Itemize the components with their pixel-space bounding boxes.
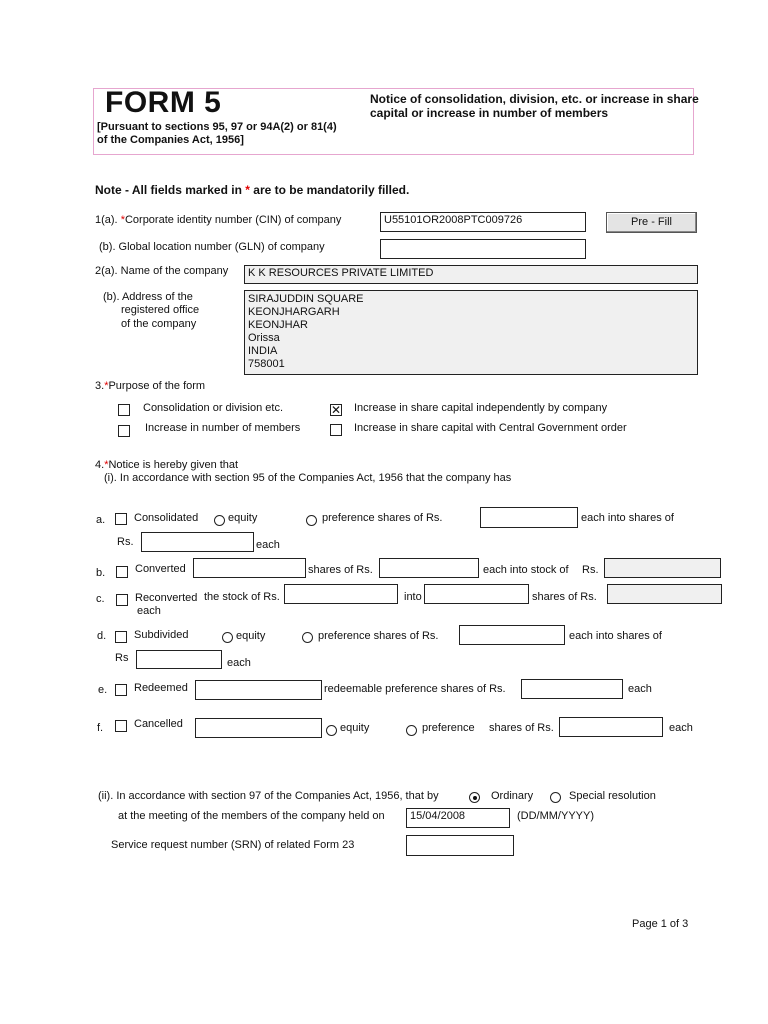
cancelled-label: Cancelled xyxy=(134,718,183,730)
ordinary-resolution-radio[interactable] xyxy=(469,792,480,803)
converted-each-into-stock-label: each into stock of xyxy=(483,564,569,576)
meeting-date-input[interactable]: 15/04/2008 xyxy=(406,808,510,828)
subdivided-preference-label: preference shares of Rs. xyxy=(318,630,439,642)
converted-rs-label: Rs. xyxy=(582,564,599,576)
redeemed-input[interactable] xyxy=(195,680,322,700)
consolidation-checkbox[interactable] xyxy=(118,404,130,416)
converted-checkbox[interactable] xyxy=(116,566,128,578)
converted-input-1[interactable] xyxy=(193,558,306,578)
pursuant-text: [Pursuant to sections 95, 97 or 94A(2) or 81(4) of the Companies Act, 1956] xyxy=(97,121,337,146)
subdivided-preference-radio[interactable] xyxy=(302,632,313,643)
subdivided-rs-label: Rs xyxy=(115,652,129,664)
item-d-letter: d. xyxy=(97,630,107,642)
gln-input[interactable] xyxy=(380,239,586,259)
prefill-button[interactable]: Pre - Fill xyxy=(606,212,697,233)
address-label-1: (b). Address of the xyxy=(103,291,193,303)
increase-independent-checkbox[interactable]: ✕ xyxy=(331,403,342,417)
special-resolution-label: Special resolution xyxy=(569,790,656,802)
cancelled-shares-of-label: shares of Rs. xyxy=(489,722,554,734)
consolidated-preference-label: preference shares of Rs. xyxy=(322,512,443,524)
cancelled-preference-label: preference xyxy=(422,722,475,734)
subdivided-each-into-label: each into shares of xyxy=(569,630,662,642)
converted-shares-of-label: shares of Rs. xyxy=(308,564,373,576)
redeemed-each-label: each xyxy=(628,683,652,695)
reconverted-each-label: each xyxy=(137,605,161,617)
subdivided-label: Subdivided xyxy=(134,629,189,641)
increase-members-label: Increase in number of members xyxy=(145,422,301,434)
form-description: Notice of consolidation, division, etc. or increase in share capital or increase in number of members xyxy=(370,92,699,120)
reconverted-stock-of-label: the stock of Rs. xyxy=(204,591,280,603)
converted-stock-input[interactable] xyxy=(604,558,721,578)
subdivided-rs-input-1[interactable] xyxy=(459,625,565,645)
increase-central-checkbox[interactable] xyxy=(330,424,342,436)
notice-label: 4.*Notice is hereby given that xyxy=(95,459,239,471)
redeemed-label: Redeemed xyxy=(134,682,188,694)
cancelled-checkbox[interactable] xyxy=(115,720,127,732)
cin-input[interactable]: U55101OR2008PTC009726 xyxy=(380,212,586,232)
cancelled-equity-radio[interactable] xyxy=(326,725,337,736)
reconverted-into-input[interactable] xyxy=(424,584,529,604)
consolidated-label: Consolidated xyxy=(134,512,199,524)
consolidation-label: Consolidation or division etc. xyxy=(143,402,284,414)
subdivided-checkbox[interactable] xyxy=(115,631,127,643)
reconverted-into-label: into xyxy=(404,591,422,603)
srn-input[interactable] xyxy=(406,835,514,856)
cancelled-each-label: each xyxy=(669,722,693,734)
reconverted-label: Reconverted xyxy=(135,592,198,604)
notice-sub-i: (i). In accordance with section 95 of the Companies Act, 1956 that the company has xyxy=(104,472,512,484)
reconverted-rs-input[interactable] xyxy=(607,584,722,604)
redeemed-rs-input[interactable] xyxy=(521,679,623,699)
reconverted-shares-of-label: shares of Rs. xyxy=(532,591,597,603)
converted-rs-input[interactable] xyxy=(379,558,479,578)
purpose-label: 3.*Purpose of the form xyxy=(95,380,206,392)
date-format-label: (DD/MM/YYYY) xyxy=(517,810,594,822)
redeemed-redeemable-label: redeemable preference shares of Rs. xyxy=(324,683,506,695)
consolidated-preference-radio[interactable] xyxy=(306,515,317,526)
page-number: Page 1 of 3 xyxy=(632,918,689,930)
consolidated-each-label: each xyxy=(256,539,280,551)
mandatory-note: Note - All fields marked in * are to be mandatorily filled. xyxy=(95,183,410,197)
address-label-3: of the company xyxy=(121,318,197,330)
item-a-letter: a. xyxy=(96,514,106,526)
consolidated-equity-radio[interactable] xyxy=(214,515,225,526)
consolidated-rs-label: Rs. xyxy=(117,536,134,548)
srn-label: Service request number (SRN) of related Form 23 xyxy=(111,839,355,851)
subdivided-equity-radio[interactable] xyxy=(222,632,233,643)
increase-independent-label: Increase in share capital independently by company xyxy=(354,402,608,414)
increase-central-label: Increase in share capital with Central Government order xyxy=(354,422,627,434)
subdivided-rs-input-2[interactable] xyxy=(136,650,222,669)
subdivided-equity-label: equity xyxy=(236,630,266,642)
address-label-2: registered office xyxy=(121,304,200,316)
address-input[interactable]: SIRAJUDDIN SQUARE KEONJHARGARH KEONJHAR Orissa INDIA 758001 xyxy=(244,290,698,375)
consolidated-rs-input-2[interactable] xyxy=(141,532,254,552)
cin-label: 1(a). *Corporate identity number (CIN) of company xyxy=(95,214,342,226)
item-e-letter: e. xyxy=(98,684,108,696)
consolidated-checkbox[interactable] xyxy=(115,513,127,525)
subdivided-each-label: each xyxy=(227,657,251,669)
cancelled-preference-radio[interactable] xyxy=(406,725,417,736)
form-title: FORM 5 xyxy=(105,86,222,119)
consolidated-equity-label: equity xyxy=(228,512,258,524)
section97-text: (ii). In accordance with section 97 of the Companies Act, 1956, that by xyxy=(98,790,439,802)
meeting-label: at the meeting of the members of the company held on xyxy=(118,810,385,822)
increase-members-checkbox[interactable] xyxy=(118,425,130,437)
reconverted-checkbox[interactable] xyxy=(116,594,128,606)
cancelled-rs-input[interactable] xyxy=(559,717,663,737)
cancelled-input[interactable] xyxy=(195,718,322,738)
redeemed-checkbox[interactable] xyxy=(115,684,127,696)
company-name-label: 2(a). Name of the company xyxy=(95,265,229,277)
consolidated-rs-input-1[interactable] xyxy=(480,507,578,528)
ordinary-label: Ordinary xyxy=(491,790,534,802)
gln-label: (b). Global location number (GLN) of company xyxy=(99,241,325,253)
consolidated-each-into-label: each into shares of xyxy=(581,512,674,524)
company-name-input[interactable]: K K RESOURCES PRIVATE LIMITED xyxy=(244,265,698,284)
item-c-letter: c. xyxy=(96,593,105,605)
item-f-letter: f. xyxy=(97,722,104,734)
special-resolution-radio[interactable] xyxy=(550,792,561,803)
item-b-letter: b. xyxy=(96,567,106,579)
reconverted-stock-input[interactable] xyxy=(284,584,398,604)
converted-label: Converted xyxy=(135,563,186,575)
cancelled-equity-label: equity xyxy=(340,722,370,734)
